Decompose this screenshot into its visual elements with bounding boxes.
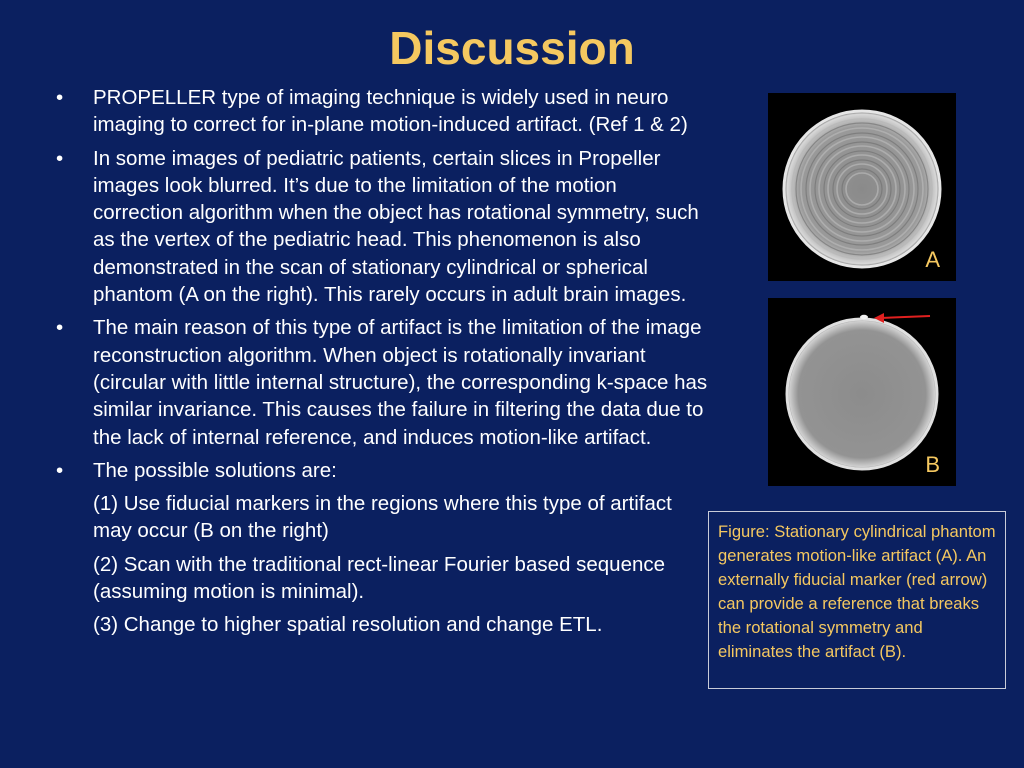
bullet-text: PROPELLER type of imaging technique is widely used in neuro imaging to correct for in-plane motion-induced artifact. (Ref 1 & 2) xyxy=(93,86,688,137)
bullet-list xyxy=(50,84,710,645)
red-arrow-shaft xyxy=(880,316,930,318)
figure-b-label: B xyxy=(925,452,940,477)
bullet-marker: • xyxy=(56,316,64,340)
figure-a-label: A xyxy=(925,247,940,272)
bullet-item xyxy=(50,84,710,139)
bullet-item xyxy=(50,314,710,450)
bullet-item xyxy=(50,457,710,484)
solution-item: (2) Scan with the traditional rect-linear Fourier based sequence (assuming motion is minimal). xyxy=(93,552,666,604)
bullet-marker: • xyxy=(56,458,64,482)
phantom-image-a xyxy=(768,93,956,281)
bullet-text: The main reason of this type of artifact is the limitation of the image reconstruction algorithm. When object is rotationally invariant (circular with little internal structure), the corresponding k-space has similar invariance. This causes the failure in filtering the data due to the lack of internal reference, and induces motion-like artifact. xyxy=(93,316,708,449)
figure-caption: Figure: Stationary cylindrical phantom generates motion-like artifact (A). An externally fiducial marker (red arrow) can provide a reference that breaks the rotational symmetry and eliminates the artifact (B). xyxy=(708,511,1006,689)
bullet-text: In some images of pediatric patients, certain slices in Propeller images look blurred. It’s due to the limitation of the motion correction algorithm when the object has rotational symmetry, such as the vertex of the pediatric head. This phenomenon is also demonstrated in the scan of stationary cylindrical or spherical phantom (A on the right). This rarely occurs in adult brain images. xyxy=(93,146,699,307)
bullet-text: The possible solutions are: xyxy=(93,458,337,482)
bullet-item xyxy=(50,145,710,309)
fiducial-marker xyxy=(860,315,868,319)
bullet-marker: • xyxy=(56,146,64,170)
slide-title: Discussion xyxy=(389,22,635,74)
phantom-image-b xyxy=(768,298,956,486)
solution-item: (3) Change to higher spatial resolution and change ETL. xyxy=(93,613,603,637)
solution-item: (1) Use fiducial markers in the regions where this type of artifact may occur (B on the right) xyxy=(93,492,672,543)
bullet-marker: • xyxy=(56,86,64,109)
